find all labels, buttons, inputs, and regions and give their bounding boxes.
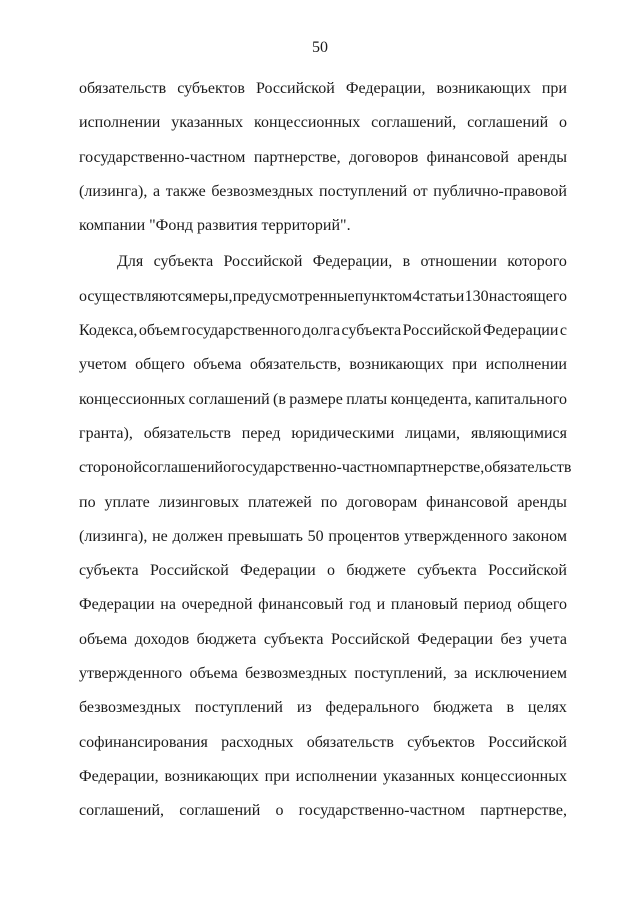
text-line: соглашений, соглашений о государственно-частном партнерстве, [79,802,567,820]
text-line: гранта), обязательств перед юридическими лицами, являющимися [79,424,567,442]
text-line: Федерации на очередной финансовый год и плановый период общего [79,596,567,614]
text-line: исполнении указанных концессионных соглашений, соглашений о [79,114,567,132]
paragraph [79,72,567,243]
text-line: учетом общего объема обязательств, возникающих при исполнении [79,356,567,374]
text-line: концессионных соглашений (в размере платы концедента, капитального [79,390,567,408]
text-line: осуществляются меры, предусмотренные пунктом 4 статьи 130 настоящего [79,287,567,305]
text-line: безвозмездных поступлений из федерального бюджета в целях [79,699,567,717]
text-line: (лизинга), не должен превышать 50 процентов утвержденного законом [79,527,567,545]
paragraph [79,245,572,828]
text-line: компании "Фонд развития территорий". [79,217,351,235]
text-line: Кодекса, объем государственного долга субъекта Российской Федерации с [79,322,567,340]
text-line: Федерации, возникающих при исполнении указанных концессионных [79,767,567,785]
document-body [79,72,572,829]
text-line: Для субъекта Российской Федерации, в отношении которого [117,253,567,271]
text-line: софинансирования расходных обязательств субъектов Российской [79,733,567,751]
text-line: обязательств субъектов Российской Федерации, возникающих при [79,80,567,97]
text-line: субъекта Российской Федерации о бюджете субъекта Российской [79,562,567,580]
text-line: по уплате лизинговых платежей по договорам финансовой аренды [79,493,567,511]
text-line: стороной соглашений о государственно-частном партнерстве, обязательств [79,459,572,477]
text-line: утвержденного объема безвозмездных поступлений, за исключением [79,665,567,683]
page-number: 50 [312,39,328,56]
text-line: (лизинга), а также безвозмездных поступлений от публично-правовой [79,182,567,200]
text-line: государственно-частном партнерстве, договоров финансовой аренды [79,148,567,166]
text-line: объема доходов бюджета субъекта Российской Федерации без учета [79,630,567,648]
